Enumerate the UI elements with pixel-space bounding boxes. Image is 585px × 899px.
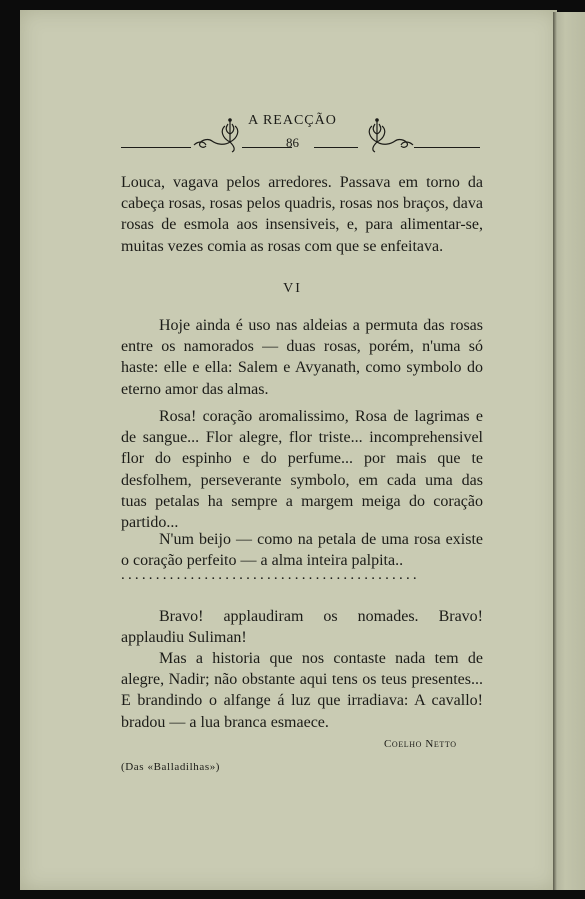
section-number: VI xyxy=(283,281,302,296)
paragraph-1: Louca, vagava pelos arredores. Passava em torno da cabeça rosas, rosas pelos quadris, rosas nos braços, dava rosas de esmola aos insensiveis, e, para alimentar-se, muitas vezes comia as rosas com que se enfeitava. xyxy=(121,174,483,255)
paragraph-2: Hoje ainda é uso nas aldeias a permuta das rosas entre os namorados — duas rosas, porém, n'uma só haste: elle e ella: Salem e Avyanath, como symbolo do eterno amor das almas. xyxy=(121,317,483,398)
paragraph-3: Rosa! coração aromalissimo, Rosa de lagrimas e de sangue... Flor alegre, flor triste... incomprehensivel flor do espinho e do perfume... por mais que te desfolhem, perseverante symbolo, em cada uma das tuas petalas ha sempre a margem meiga do coração partido... xyxy=(121,408,483,532)
page-number: 86 xyxy=(286,135,299,150)
paragraph-4: N'um beijo — como na petala de uma rosa existe o coração perfeito — a alma inteira palpita.. xyxy=(121,531,483,570)
paragraph-5: Bravo! applaudiram os nomades. Bravo! applaudiu Suliman! xyxy=(121,608,483,647)
running-title: A REACÇÃO xyxy=(248,113,337,128)
source-citation: (Das «Balladilhas») xyxy=(121,761,221,773)
dotted-line: ........................................... xyxy=(121,567,420,583)
author-signature: Coelho Netto xyxy=(384,738,457,750)
paragraph-6: Mas a historia que nos contaste nada tem de alegre, Nadir; não obstante aqui tens os teus presentes... E brandindo o alfange á luz que irradiava: A cavallo! bradou — a lua branca esmaece. xyxy=(121,650,483,731)
